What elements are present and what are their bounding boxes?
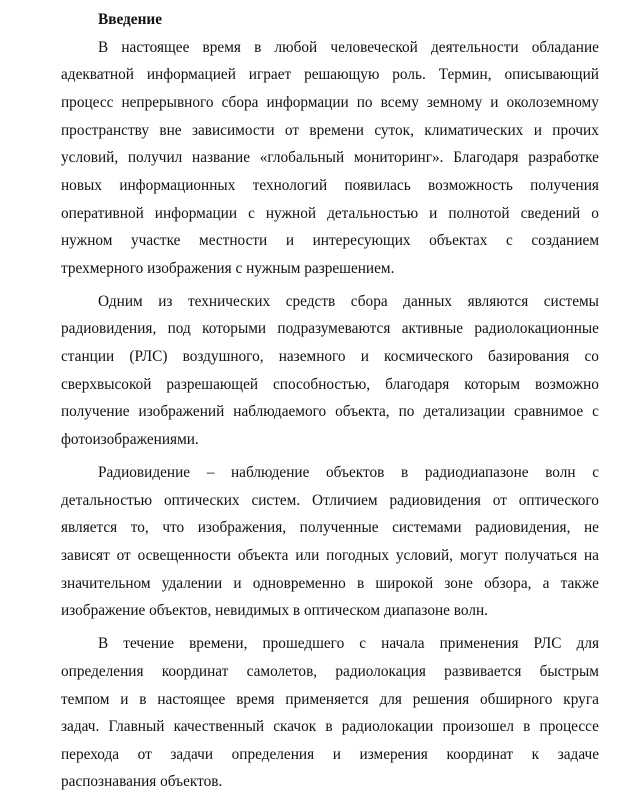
word: под: [167, 320, 191, 337]
word: оптического: [518, 492, 599, 509]
word: информационных: [119, 177, 236, 194]
word: наблюдение: [230, 464, 310, 481]
word: перехода: [61, 746, 120, 763]
word: условий,: [395, 547, 453, 564]
word: радиовидения,: [61, 320, 157, 337]
word: получаться: [504, 547, 578, 564]
word: а: [542, 575, 550, 592]
word: Отличием: [312, 492, 378, 509]
word: и: [360, 348, 369, 365]
word: детальностью: [61, 492, 153, 509]
word: и: [285, 232, 295, 249]
word: сбора: [221, 94, 259, 111]
text-line: [61, 319, 599, 338]
text-line: [61, 204, 599, 223]
word: «глобальный: [259, 149, 345, 166]
word: радиовидения,: [475, 519, 571, 536]
word: от: [492, 492, 507, 509]
word: благодаря: [385, 376, 450, 393]
text-line: [98, 38, 599, 57]
word: со: [584, 348, 599, 365]
word: и: [429, 205, 438, 222]
word: оптических: [163, 492, 240, 509]
word: земному: [426, 94, 483, 111]
word: в: [254, 39, 262, 56]
word: качественный: [173, 718, 265, 735]
word: зоне: [444, 575, 473, 592]
word: данных: [403, 293, 453, 310]
text-line: [61, 65, 599, 84]
word: времени,: [189, 635, 248, 652]
word: системы: [543, 293, 599, 310]
word: детализации: [423, 403, 506, 420]
word: определения: [231, 746, 315, 763]
word: начала: [381, 635, 425, 652]
word: решающую: [304, 66, 380, 83]
word: не: [583, 519, 599, 536]
text-line: [61, 574, 599, 593]
word: задач.: [61, 718, 100, 735]
word: определения: [61, 663, 144, 680]
word: с: [592, 403, 599, 420]
word: описывающий: [504, 66, 599, 83]
word: в: [139, 691, 147, 708]
word: задачи: [170, 746, 214, 763]
word: по: [356, 94, 373, 111]
word: нужной: [265, 205, 317, 222]
word: получение: [61, 403, 130, 420]
word: погодных: [326, 547, 390, 564]
word: играет: [248, 66, 292, 83]
word: радиолокационные: [474, 320, 599, 337]
word: произошел: [442, 718, 514, 735]
word: является: [61, 519, 118, 536]
text-line: изображение объектов, невидимых в оптическом диапазоне волн.: [61, 602, 488, 619]
word: технических: [187, 293, 271, 310]
word: воздушного,: [182, 348, 264, 365]
word: и: [490, 94, 499, 111]
word: получил: [127, 149, 183, 166]
word: радиодиапазоне: [424, 464, 529, 481]
word: быстрым: [539, 663, 599, 680]
word: созданием: [531, 232, 599, 249]
word: процесс: [61, 94, 114, 111]
word: обзора,: [484, 575, 532, 592]
word: также: [560, 575, 599, 592]
word: получения: [530, 177, 599, 194]
word: применяется: [285, 691, 369, 708]
word: и: [533, 122, 542, 139]
word: станции: [61, 348, 115, 365]
word: наблюдаемого: [233, 403, 327, 420]
word: по: [398, 403, 415, 420]
word: с: [592, 464, 599, 481]
word: координат: [161, 663, 229, 680]
word: способностью,: [272, 376, 371, 393]
text-line: [61, 231, 599, 250]
word: зависимости: [191, 122, 275, 139]
word: из: [158, 293, 173, 310]
word: и: [332, 746, 341, 763]
word: непрерывного: [121, 94, 214, 111]
word: объектов: [326, 464, 385, 481]
word: интересующих: [312, 232, 411, 249]
word: разработке: [528, 149, 599, 166]
word: что: [162, 519, 185, 536]
text-line: трехмерного изображения с нужным разрешением.: [61, 260, 395, 277]
word: новых: [61, 177, 102, 194]
word: средств: [285, 293, 336, 310]
word: участке: [131, 232, 181, 249]
word: любой: [274, 39, 318, 56]
word: являются: [467, 293, 529, 310]
word: обширного: [480, 691, 553, 708]
text-line: фотоизображениями.: [61, 431, 199, 448]
word: времени: [309, 122, 364, 139]
word: которым: [464, 376, 521, 393]
text-line: [61, 93, 599, 112]
text-line: [61, 690, 599, 709]
word: вне: [159, 122, 182, 139]
text-line: [61, 121, 599, 140]
text-line: [61, 148, 599, 167]
word: темпом: [61, 691, 110, 708]
word: настоящее: [157, 691, 226, 708]
word: которыми: [202, 320, 267, 337]
word: от: [116, 547, 131, 564]
word: изображений: [138, 403, 225, 420]
word: активные: [401, 320, 464, 337]
word: в: [356, 575, 365, 592]
word: сбора: [350, 293, 388, 310]
word: полнотой: [448, 205, 510, 222]
word: РЛС: [533, 635, 562, 652]
section-heading: Введение: [98, 11, 162, 28]
word: с: [359, 635, 367, 652]
word: время: [202, 39, 241, 56]
word: систем.: [251, 492, 301, 509]
word: могут: [459, 547, 498, 564]
word: круга: [563, 691, 599, 708]
word: волн: [545, 464, 576, 481]
text-line: [61, 546, 599, 565]
word: объектах: [429, 232, 488, 249]
text-line: [61, 176, 599, 195]
word: освещенности: [137, 547, 231, 564]
word: решения: [412, 691, 470, 708]
word: объекта,: [335, 403, 390, 420]
word: информации: [266, 94, 349, 111]
word: сравнимое: [514, 403, 584, 420]
text-line: [98, 463, 599, 482]
word: радиовидения: [389, 492, 481, 509]
word: детальностью: [327, 205, 419, 222]
word: сведений: [520, 205, 581, 222]
word: в: [325, 718, 333, 735]
word: возможно: [534, 376, 599, 393]
word: прошедшего: [262, 635, 345, 652]
word: процессе: [539, 718, 599, 735]
word: объекта: [237, 547, 289, 564]
word: Благодаря: [453, 149, 519, 166]
word: для: [379, 691, 402, 708]
word: время: [236, 691, 275, 708]
word: от: [284, 122, 300, 139]
word: прочих: [552, 122, 599, 139]
word: обладание: [531, 39, 599, 56]
word: базирования: [488, 348, 570, 365]
text-line: распознавания объектов.: [61, 773, 223, 790]
word: и: [120, 691, 129, 708]
word: для: [576, 635, 599, 652]
word: всему: [380, 94, 419, 111]
word: в: [523, 718, 531, 735]
word: Одним: [98, 293, 143, 310]
text-line: [61, 402, 599, 421]
word: нужном: [61, 232, 113, 249]
word: координат: [446, 746, 514, 763]
word: возможность: [428, 177, 513, 194]
word: местности: [199, 232, 268, 249]
word: человеческой: [330, 39, 418, 56]
word: (РЛС): [129, 348, 168, 365]
text-line: [61, 347, 599, 366]
text-line: [61, 717, 599, 736]
word: разрешающей: [166, 376, 259, 393]
word: –: [206, 464, 215, 481]
word: к: [531, 746, 540, 763]
text-line: [61, 662, 599, 681]
word: с: [248, 205, 255, 222]
word: оперативной: [61, 205, 144, 222]
word: радиолокации: [341, 718, 434, 735]
word: применения: [439, 635, 519, 652]
word: задаче: [557, 746, 599, 763]
word: измерения: [359, 746, 428, 763]
word: одновременно: [252, 575, 346, 592]
word: условий,: [61, 149, 119, 166]
word: самолетов,: [246, 663, 318, 680]
word: информации: [154, 205, 238, 222]
word: с: [506, 232, 513, 249]
word: мониторинг».: [353, 149, 444, 166]
word: удалении: [161, 575, 223, 592]
word: В: [98, 39, 109, 56]
word: или: [295, 547, 320, 564]
word: от: [137, 746, 152, 763]
word: деятельности: [431, 39, 519, 56]
word: роль.: [392, 66, 426, 83]
word: пространству: [61, 122, 149, 139]
word: в: [400, 464, 409, 481]
word: Главный: [108, 718, 165, 735]
word: Радиовидение: [98, 464, 191, 481]
word: появилась: [344, 177, 411, 194]
word: информацией: [146, 66, 236, 83]
word: подразумеваются: [277, 320, 391, 337]
word: сверхвысокой: [61, 376, 152, 393]
word: то,: [130, 519, 149, 536]
word: течение: [123, 635, 175, 652]
word: суток,: [374, 122, 414, 139]
word: на: [583, 547, 599, 564]
word: название: [192, 149, 251, 166]
word: изображения,: [197, 519, 287, 536]
text-line: [61, 375, 599, 394]
text-line: [61, 745, 599, 764]
word: скачок: [273, 718, 317, 735]
word: зависят: [61, 547, 110, 564]
text-line: [98, 292, 599, 311]
word: значительном: [61, 575, 151, 592]
word: развивается: [444, 663, 522, 680]
word: климатических: [424, 122, 524, 139]
word: наземного: [278, 348, 346, 365]
word: адекватной: [61, 66, 134, 83]
word: технологий: [252, 177, 328, 194]
word: космического: [384, 348, 473, 365]
word: широкой: [375, 575, 434, 592]
word: и: [233, 575, 242, 592]
text-line: [61, 518, 599, 537]
word: Термин,: [438, 66, 492, 83]
word: полученные: [299, 519, 379, 536]
word: о: [591, 205, 599, 222]
text-line: [61, 491, 599, 510]
word: околоземному: [506, 94, 599, 111]
text-line: [98, 634, 599, 653]
word: системами: [392, 519, 462, 536]
word: В: [98, 635, 109, 652]
word: настоящее: [121, 39, 190, 56]
word: радиолокация: [335, 663, 426, 680]
